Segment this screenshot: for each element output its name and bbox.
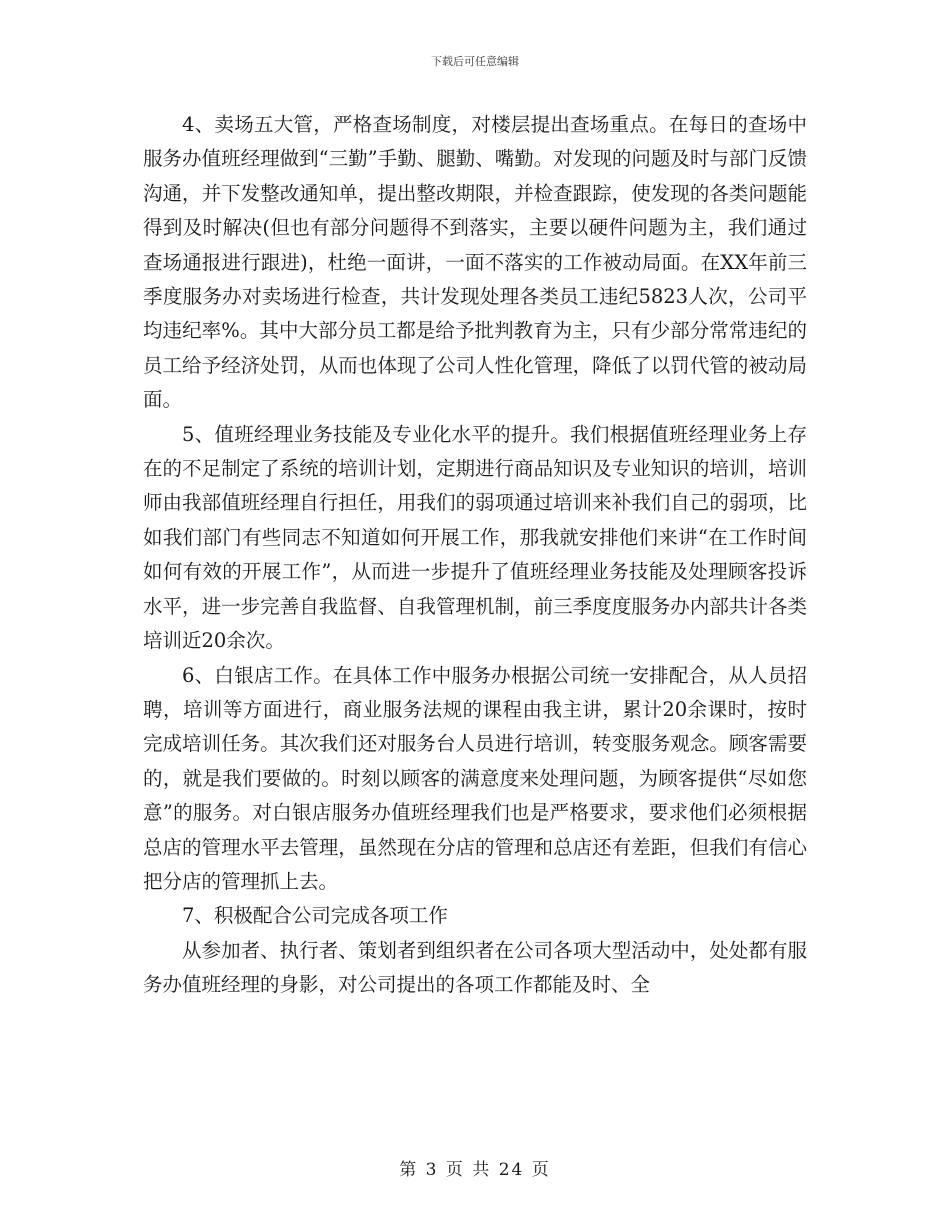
document-body	[143, 108, 807, 1003]
paragraph-item-5: 5、值班经理业务技能及专业化水平的提升。我们根据值班经理业务上存在的不足制定了系统的培训计划，定期进行商品知识及专业知识的培训，培训师由我部值班经理自行担任，用我们的弱项通过培训来补我们自己的弱项，比如我们部门有些同志不知道如何开展工作，那我就安排他们来讲“在工作时间如何有效的开展工作”，从而进一步提升了值班经理业务技能及处理顾客投诉水平，进一步完善自我监督、自我管理机制，前三季度度服务办内部共计各类培训近20余次。	[143, 422, 807, 653]
page-number: 第 3 页 共 24 页	[399, 1160, 551, 1180]
paragraph-item-4: 4、卖场五大管，严格查场制度，对楼层提出查场重点。在每日的查场中服务办值班经理做到“三勤”手勤、腿勤、嘴勤。对发现的问题及时与部门反馈沟通，并下发整改通知单，提出整改期限，并检查跟踪，使发现的各类问题能得到及时解决(但也有部分问题得不到落实，主要以硬件问题为主，我们通过查场通报进行跟进)，杜绝一面讲，一面不落实的工作被动局面。在XX年前三季度服务办对卖场进行检查，共计发现处理各类员工违纪5823人次，公司平均违纪率%。其中大部分员工都是给予批判教育为主，只有少部分常常违纪的员工给予经济处罚，从而也体现了公司人性化管理，降低了以罚代管的被动局面。	[143, 113, 807, 412]
paragraph-item-6: 6、白银店工作。在具体工作中服务办根据公司统一安排配合，从人员招聘，培训等方面进行，商业服务法规的课程由我主讲，累计20余课时，按时完成培训任务。其次我们还对服务台人员进行培训，转变服务观念。顾客需要的，就是我们要做的。时刻以顾客的满意度来处理问题，为顾客提供“尽如您意”的服务。对白银店服务办值班经理我们也是严格要求，要求他们必须根据总店的管理水平去管理，虽然现在分店的管理和总店还有差距，但我们有信心把分店的管理抓上去。	[143, 663, 807, 893]
page-header: 下载后可任意编辑	[431, 55, 519, 68]
paragraph-item-7-heading: 7、积极配合公司完成各项工作	[182, 904, 448, 928]
paragraph-item-7-body: 从参加者、执行者、策划者到组织者在公司各项大型活动中，处处都有服务办值班经理的身影，对公司提出的各项工作都能及时、全	[143, 938, 807, 997]
